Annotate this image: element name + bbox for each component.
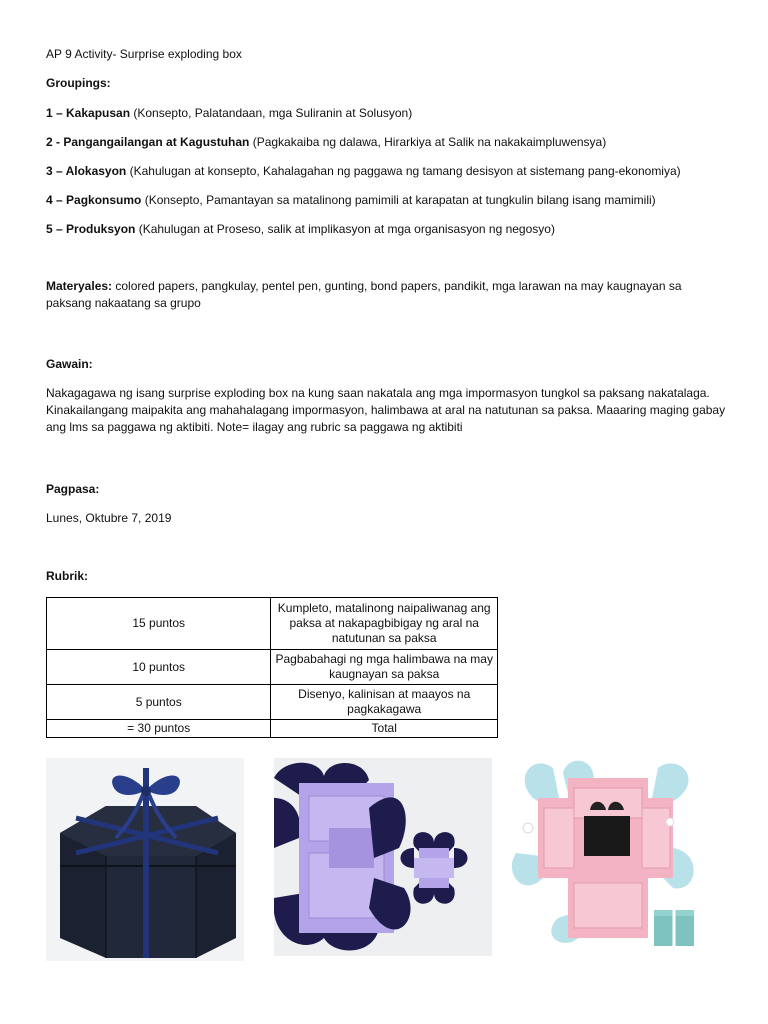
rubric-points: 15 puntos [47, 598, 271, 650]
rubric-row [47, 598, 498, 650]
group-detail: (Kahulugan at konsepto, Kahalagahan ng paggawa ng tamang desisyon at sistemang pang-ekonomiya) [126, 164, 681, 178]
group-label: 2 - Pangangailangan at Kagustuhan [46, 135, 250, 149]
rubric-row [47, 685, 498, 720]
rubric-description: Total [271, 720, 498, 738]
group-label: 4 – Pagkonsumo [46, 193, 142, 207]
rubric-points: = 30 puntos [47, 720, 271, 738]
rubric-points: 10 puntos [47, 650, 271, 685]
group-label: 5 – Produksyon [46, 222, 136, 236]
rubric-description: Pagbabahagi ng mga halimbawa na may kaugnayan sa paksa [271, 650, 498, 685]
gawain-heading: Gawain: [46, 357, 93, 371]
group-detail: (Konsepto, Pamantayan sa matalinong pamimili at karapatan at tungkulin bilang isang mamimili) [141, 193, 656, 207]
group-item [46, 105, 412, 121]
rubrik-heading: Rubrik: [46, 569, 88, 583]
group-item [46, 163, 681, 179]
rubric-points: 5 puntos [47, 685, 271, 720]
groupings-heading: Groupings: [46, 76, 111, 90]
rubric-row [47, 650, 498, 685]
pagpasa-heading: Pagpasa: [46, 482, 100, 496]
group-detail: (Konsepto, Palatandaan, mga Suliranin at Solusyon) [130, 106, 413, 120]
group-item [46, 221, 555, 237]
materyales-text: colored papers, pangkulay, pentel pen, gunting, bond papers, pandikit, mga larawan na may kaugnayan sa paksang nakaatang sa grupo [46, 279, 682, 310]
rubric-description: Disenyo, kalinisan at maayos na pagkakagawa [271, 685, 498, 720]
group-label: 1 – Kakapusan [46, 106, 131, 120]
black-gift-box-photo [46, 758, 244, 961]
materyales-paragraph [46, 278, 726, 312]
purple-exploding-box-photo [274, 758, 492, 956]
gawain-text: Nakagagawa ng isang surprise exploding box na kung saan nakatala ang mga impormasyon tungkol sa paksang nakatalaga. Kinakailangang maipakita ang mahahalagang impormasyon, halimbawa at aral na natutunan sa paksa. Maaaring maging gabay ang lms sa paggawa ng aktibiti. Note= ilagay ang rubric sa paggawa ng aktibiti [46, 386, 726, 434]
group-item [46, 192, 656, 208]
pink-exploding-box-photo [508, 758, 706, 954]
group-item [46, 134, 606, 150]
pagpasa-date: Lunes, Oktubre 7, 2019 [46, 511, 172, 525]
group-label: 3 – Alokasyon [46, 164, 127, 178]
rubric-table [46, 597, 498, 738]
group-detail: (Kahulugan at Proseso, salik at implikasyon at mga organisasyon ng negosyo) [135, 222, 555, 236]
rubric-description: Kumpleto, matalinong naipaliwanag ang paksa at nakapagbibigay ng aral na natutunan sa paksa [271, 598, 498, 650]
group-detail: (Pagkakaiba ng dalawa, Hirarkiya at Salik na nakakaimpluwensya) [249, 135, 607, 149]
document-title: AP 9 Activity- Surprise exploding box [46, 47, 242, 61]
rubric-row [47, 720, 498, 738]
materyales-label: Materyales: [46, 279, 113, 293]
